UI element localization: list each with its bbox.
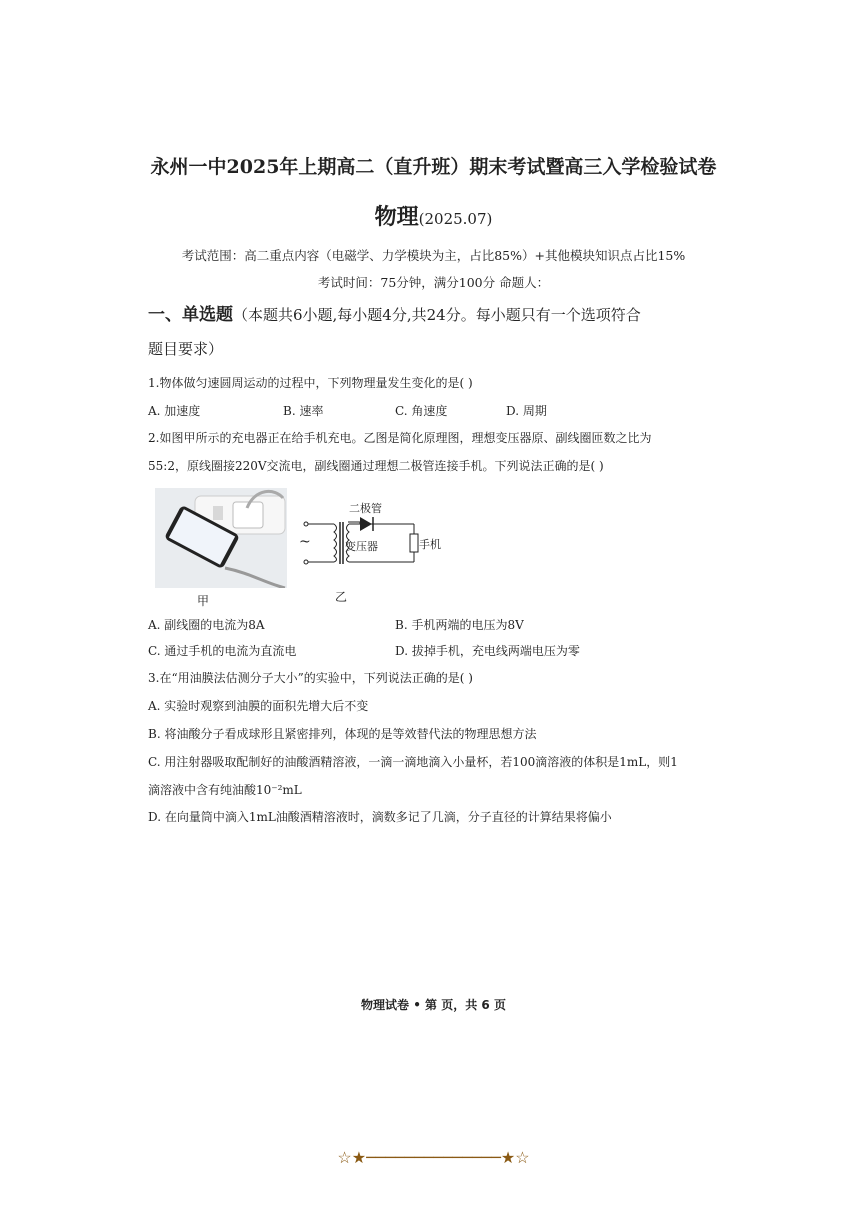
question-2-stem-2: 55:2，原线圈接220V交流电，副线圈通过理想二极管连接手机。下列说法正确的是( ) bbox=[148, 459, 604, 473]
exam-title: 永州一中2025年上期高二（直升班）期末考试暨高三入学检验试卷 bbox=[150, 156, 717, 178]
section-desc-1: （本题共6小题,每小题4分,共24分。每小题只有一个选项符合 bbox=[233, 306, 641, 324]
subject-name: 物理 bbox=[374, 204, 419, 230]
q1-option-a: A. 加速度 bbox=[148, 404, 201, 418]
subject-line bbox=[0, 200, 867, 231]
figure-a-label: 甲 bbox=[197, 594, 210, 608]
page-footer: 物理试卷 • 第 页，共 6 页 bbox=[361, 998, 506, 1012]
q3-option-d: D. 在向量筒中滴入1mL油酸酒精溶液时，滴数多记了几滴，分子直径的计算结果将偏小 bbox=[148, 810, 612, 824]
figure-b-label: 乙 bbox=[335, 590, 348, 604]
q1-option-b: B. 速率 bbox=[283, 404, 324, 418]
q2-option-a: A. 副线圈的电流为8A bbox=[148, 618, 265, 632]
question-2-stem-1: 2.如图甲所示的充电器正在给手机充电。乙图是简化原理图，理想变压器原、副线圈匝数之比为 bbox=[148, 431, 652, 445]
q2-option-d: D. 拔掉手机，充电线两端电压为零 bbox=[395, 644, 580, 658]
q3-option-c: C. 用注射器吸取配制好的油酸酒精溶液，一滴一滴地滴入小量杯，若100滴溶液的体积是1mL，则1 bbox=[148, 755, 678, 769]
exam-scope: 考试范围：高二重点内容（电磁学、力学模块为主，占比85%）+其他模块知识点占比15% bbox=[181, 248, 686, 263]
q1-option-c: C. 角速度 bbox=[395, 404, 448, 418]
q2-option-c: C. 通过手机的电流为直流电 bbox=[148, 644, 297, 658]
ac-source-icon: ~ bbox=[299, 534, 311, 550]
q3-option-b: B. 将油酸分子看成球形且紧密排列，体现的是等效替代法的物理思想方法 bbox=[148, 727, 537, 741]
star-divider: ☆★──────────────★☆ bbox=[337, 1148, 530, 1167]
question-3-stem: 3.在“用油膜法估测分子大小”的实验中，下列说法正确的是( ) bbox=[148, 671, 473, 685]
diode-label: 二极管 bbox=[349, 502, 382, 515]
phone-label: 手机 bbox=[419, 538, 441, 551]
q3-option-a: A. 实验时观察到油膜的面积先增大后不变 bbox=[148, 699, 369, 713]
exam-time: 考试时间：75分钟，满分100分 命题人： bbox=[317, 275, 550, 290]
q2-option-b: B. 手机两端的电压为8V bbox=[395, 618, 524, 632]
section-title: 一、单选题 bbox=[148, 305, 233, 325]
section-heading bbox=[148, 298, 728, 366]
section-desc-2: 题目要求） bbox=[148, 340, 224, 358]
exam-date: (2025.07) bbox=[418, 210, 493, 228]
q1-option-d: D. 周期 bbox=[506, 404, 547, 418]
question-1-stem: 1.物体做匀速圆周运动的过程中，下列物理量发生变化的是( ) bbox=[148, 376, 473, 390]
q3-option-c-cont: 滴溶液中含有纯油酸10⁻²mL bbox=[148, 783, 302, 797]
transformer-label: 变压器 bbox=[345, 540, 378, 553]
charger-photo bbox=[155, 488, 287, 588]
